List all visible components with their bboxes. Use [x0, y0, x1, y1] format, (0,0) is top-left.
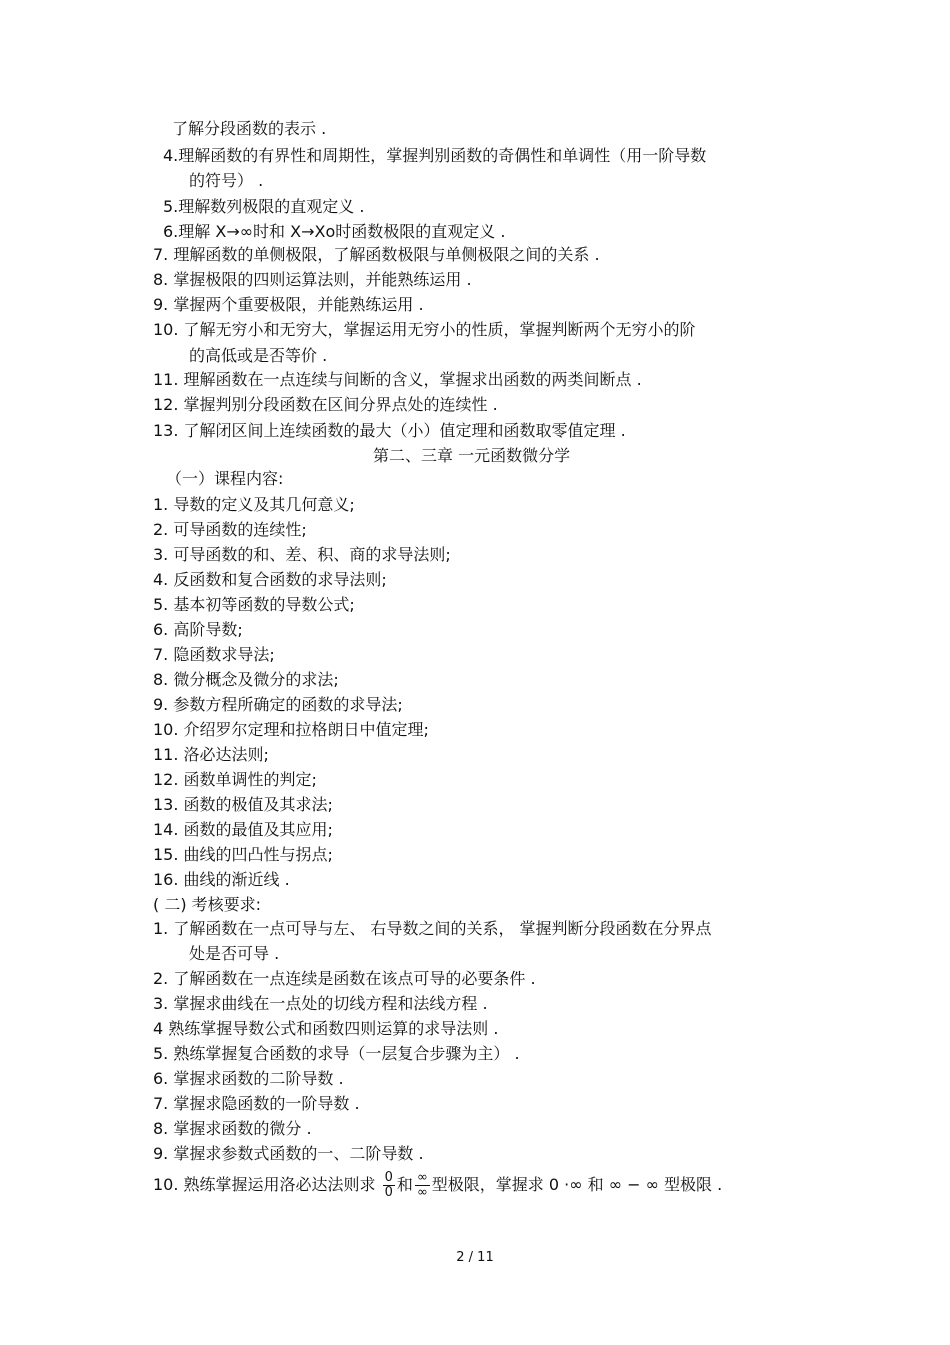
list-item: 2. 可导函数的连续性; — [153, 520, 307, 539]
list-item: 12. 函数单调性的判定; — [153, 770, 317, 789]
text-line: 的高低或是否等价 . — [189, 346, 328, 365]
text-line: 了解分段函数的表示 . — [172, 119, 327, 138]
text-line: 7. 理解函数的单侧极限，了解函数极限与单侧极限之间的关系 . — [153, 245, 600, 264]
text-line: 5.理解数列极限的直观定义 . — [163, 197, 365, 216]
list-item: 15. 曲线的凹凸性与拐点; — [153, 845, 333, 864]
list-item: 8. 掌握求函数的微分 . — [153, 1119, 312, 1138]
section-heading: ( 二) 考核要求: — [153, 895, 262, 914]
formula-suffix: 型极限，掌握求 0 ·∞ 和 ∞ − ∞ 型极限 . — [431, 1175, 723, 1194]
text-line: 8. 掌握极限的四则运算法则，并能熟练运用 . — [153, 270, 472, 289]
list-item: 9. 参数方程所确定的函数的求导法; — [153, 695, 403, 714]
fraction-denominator: ∞ — [416, 1185, 428, 1200]
list-item: 7. 隐函数求导法; — [153, 645, 275, 664]
text-line: 4.理解函数的有界性和周期性，掌握判别函数的奇偶性和单调性（用一阶导数 — [163, 146, 707, 165]
list-item: 7. 掌握求隐函数的一阶导数 . — [153, 1094, 360, 1113]
text-line: 12. 掌握判别分段函数在区间分界点处的连续性 . — [153, 395, 498, 414]
list-item: 2. 了解函数在一点连续是函数在该点可导的必要条件 . — [153, 969, 536, 988]
list-item: 8. 微分概念及微分的求法; — [153, 670, 339, 689]
fraction-infinity-over-infinity — [415, 1171, 430, 1200]
list-item: 10. 介绍罗尔定理和拉格朗日中值定理; — [153, 720, 429, 739]
list-item: 5. 熟练掌握复合函数的求导（一层复合步骤为主） . — [153, 1044, 520, 1063]
text-line: 10. 了解无穷小和无穷大，掌握运用无穷小的性质，掌握判断两个无穷小的阶 — [153, 320, 696, 339]
list-item: 16. 曲线的渐近线 . — [153, 870, 290, 889]
list-item: 6. 高阶导数; — [153, 620, 243, 639]
page-number: 2 / 11 — [456, 1250, 494, 1265]
list-item: 1. 了解函数在一点可导与左、 右导数之间的关系， 掌握判断分段函数在分界点 — [153, 919, 712, 938]
formula-prefix: 10. 熟练掌握运用洛必达法则求 — [153, 1175, 376, 1194]
list-item: 4 熟练掌握导数公式和函数四则运算的求导法则 . — [153, 1019, 499, 1038]
list-item: 4. 反函数和复合函数的求导法则; — [153, 570, 387, 589]
list-item: 9. 掌握求参数式函数的一、二阶导数 . — [153, 1144, 424, 1163]
section-heading: （一）课程内容: — [166, 469, 284, 488]
conjunction: 和 — [396, 1175, 413, 1194]
chapter-heading: 第二、三章 一元函数微分学 — [373, 446, 571, 465]
list-item: 6. 掌握求函数的二阶导数 . — [153, 1069, 344, 1088]
list-item: 3. 可导函数的和、差、积、商的求导法则; — [153, 545, 451, 564]
list-item: 3. 掌握求曲线在一点处的切线方程和法线方程 . — [153, 994, 488, 1013]
list-item-continuation: 处是否可导 . — [189, 944, 280, 963]
list-item: 14. 函数的最值及其应用; — [153, 820, 333, 839]
fraction-denominator: 0 — [384, 1185, 393, 1200]
text-line: 11. 理解函数在一点连续与间断的含义，掌握求出函数的两类间断点 . — [153, 370, 642, 389]
text-line: 9. 掌握两个重要极限，并能熟练运用 . — [153, 295, 424, 314]
list-item: 13. 函数的极值及其求法; — [153, 795, 333, 814]
text-line: 的符号） . — [189, 171, 264, 190]
list-item-with-formula — [153, 1170, 722, 1200]
fraction-numerator: ∞ — [416, 1170, 428, 1185]
list-item: 11. 洛必达法则; — [153, 745, 269, 764]
text-line: 13. 了解闭区间上连续函数的最大（小）值定理和函数取零值定理 . — [153, 421, 626, 440]
fraction-numerator: 0 — [384, 1170, 393, 1185]
fraction-zero-over-zero — [383, 1171, 395, 1200]
list-item: 1. 导数的定义及其几何意义; — [153, 495, 355, 514]
list-item: 5. 基本初等函数的导数公式; — [153, 595, 355, 614]
text-line: 6.理解 X→∞时和 X→Xo时函数极限的直观定义 . — [163, 222, 506, 241]
